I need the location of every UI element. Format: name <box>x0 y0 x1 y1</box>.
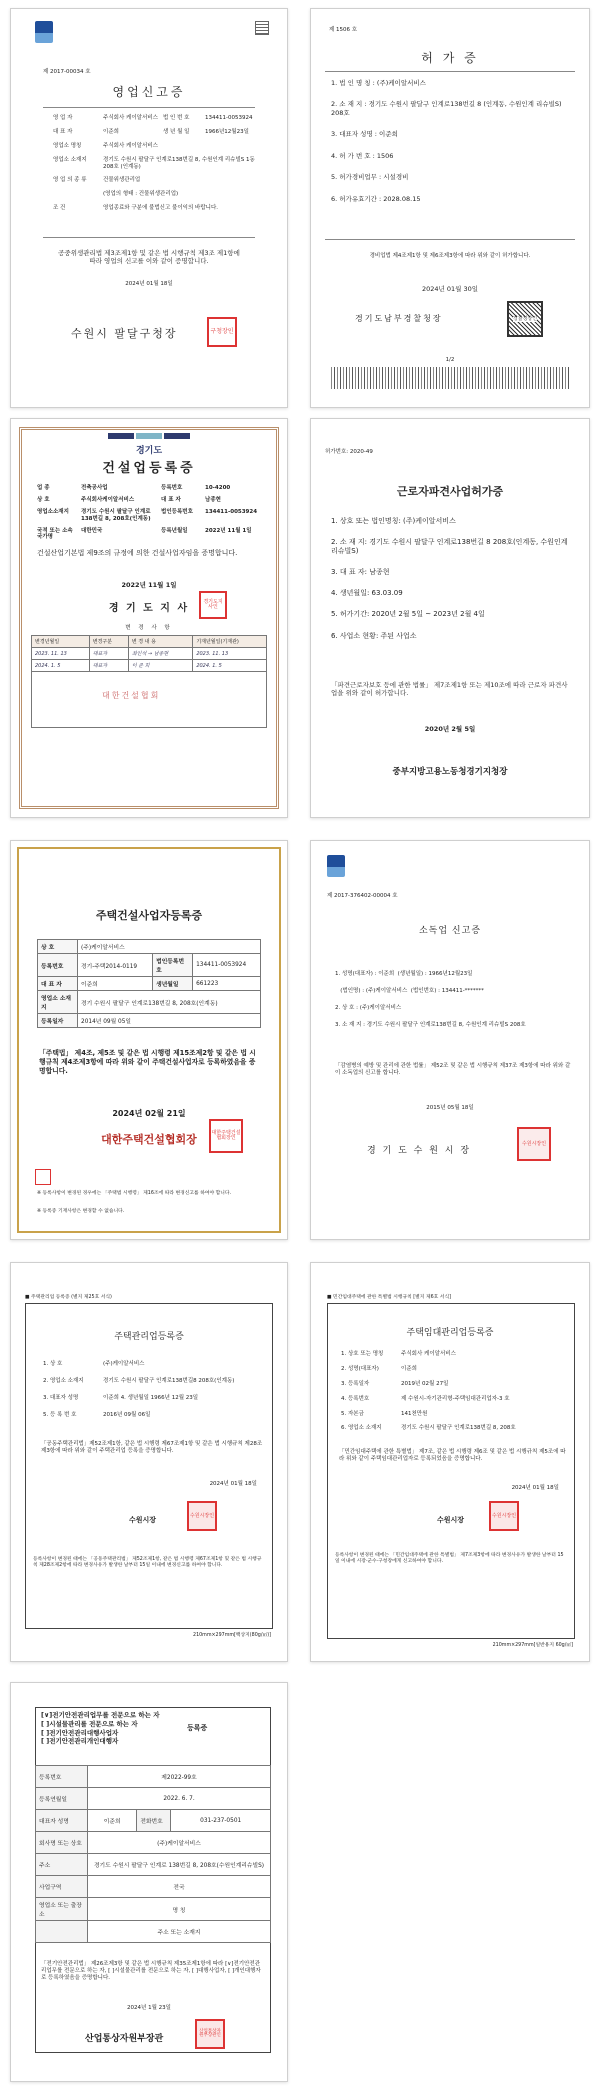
city-logo <box>35 21 53 43</box>
doc5-title: 주택건설사업자등록증 <box>95 909 203 922</box>
doc5-value: 661223 <box>193 977 261 991</box>
doc2-issuer: 경기도남부경찰청장 <box>355 314 443 323</box>
doc1-fields <box>53 115 257 219</box>
doc5-label: 등록일자 <box>38 1014 78 1028</box>
doc4-number: 허가번호: 2020-49 <box>325 449 373 455</box>
doc4-item: 5. 허가기간: 2020년 2월 5일 ~ 2023년 2월 4일 <box>331 610 485 619</box>
doc8-item-label: 4. 등록번호 <box>341 1395 370 1402</box>
doc2-item: 1. 법 인 명 칭 : (주)케이알서비스 <box>331 79 426 87</box>
doc5-body: 「주택법」 제4조, 제5조 및 같은 법 시행령 제15조제2항 및 같은 법 시행규칙 제4조제3항에 따라 위와 같이 주택건설사업자로 등록하였음을 증명합니다. <box>39 1049 256 1075</box>
doc5-note1: ※ 등록사항이 변경된 경우에는 「주택법 시행령」 제16조에 따라 변경신고를 하여야 합니다. <box>37 1191 232 1196</box>
doc8-form: ■ 민간임대주택에 관한 특별법 시행규칙 [별지 제6호 서식] <box>327 1295 451 1300</box>
doc6-title: 소독업 신고증 <box>418 926 482 936</box>
doc4-body: 「파견근로자보호 등에 관한 법률」 제7조제1항 또는 제10조에 따라 근로자 파견사업을 위와 같이 허가합니다. <box>331 681 568 698</box>
doc8-item-value: 제 수원시-자기관리형-주택임대관리업자-3 호 <box>401 1395 510 1402</box>
doc5-row <box>38 977 261 991</box>
doc1-field-row <box>53 191 257 198</box>
doc6-body: 「감염병의 예방 및 관리에 관한 법률」 제52조 및 같은 법 시행규칙 제37조 제3항에 따라 위와 같이 소독업의 신고를 합니다. <box>335 1063 571 1076</box>
field-label: 등록년월일 <box>161 527 188 534</box>
doc5-value: (주)케이알서비스 <box>78 940 261 954</box>
doc9-value: 전국 <box>88 1876 271 1898</box>
doc6-items <box>335 971 575 1039</box>
changes-row <box>32 648 267 660</box>
doc8-paper: 210mm×297mm[일반용지 60g/㎡] <box>492 1643 573 1648</box>
doc3-title: 건설업등록증 <box>102 461 196 476</box>
doc4-items <box>331 517 575 653</box>
doc2-body: 경비업법 제4조제1항 및 제6조제3항에 따라 위와 같이 허가합니다. <box>369 253 531 259</box>
doc5-value: 경기 수원시 팔달구 인계로138번길 8, 208호(인계동) <box>78 991 261 1014</box>
doc7-item-value: (주)케이알서비스 <box>103 1361 145 1367</box>
doc7-date: 2024년 01월 18일 <box>209 1481 257 1487</box>
doc6-item: 3. 소 재 지 : 경기도 수원시 팔달구 인계로138번길 8, 수원인계 리슈빌S 208호 <box>335 1021 526 1028</box>
field-value: 경기도 수원시 팔달구 인계로138번길 8, 208호(인계동) <box>81 508 151 522</box>
doc3-date: 2022년 11월 1일 <box>121 581 177 589</box>
field-value: 남종현 <box>205 496 221 503</box>
doc7-item-row <box>43 1378 269 1385</box>
doc9-row <box>36 1898 271 1921</box>
doc9-label: 대표자 성명 <box>36 1810 88 1832</box>
doc7-item-row <box>43 1412 269 1419</box>
doc8-seal-text: 수원시장인 <box>491 1512 517 1519</box>
doc5-small-seal <box>35 1169 51 1185</box>
doc9-date: 2024년 1월 23일 <box>127 2005 171 2011</box>
doc5-issuer: 대한주택건설협회장 <box>101 1133 197 1146</box>
doc2-item: 5. 허가경비업무 : 시설경비 <box>331 173 409 182</box>
field-label: 조 건 <box>53 205 66 212</box>
doc1-issuer: 수원시 팔달구청장 <box>71 327 178 340</box>
doc2-number: 제 1506 호 <box>329 27 358 33</box>
field-value: 영업종료와 구분에 불법신고 불이익의 바랍니다. <box>103 205 219 212</box>
doc2-item: 2. 소 재 지 : 경기도 수원시 팔달구 인계로138번길 8 (인계동, 수원인계 리슈빌S) 208호 <box>331 100 562 117</box>
doc8-item-label: 1. 상호 또는 명칭 <box>341 1351 384 1357</box>
doc7-item-row <box>43 1361 269 1368</box>
doc5-row <box>38 954 261 977</box>
field-label: 법인등록번호 <box>161 508 193 515</box>
doc8-item-row <box>341 1366 571 1373</box>
doc5-note2: ※ 등록증 기재사항은 변경할 수 없습니다. <box>37 1209 125 1214</box>
doc1-field-row <box>53 177 257 184</box>
field-label: 법 인 번 호 <box>163 115 190 121</box>
changes-cell: 대표자 <box>89 648 128 660</box>
field-value: 건물위생관리업 <box>103 177 141 184</box>
doc5-seal-text: 대한주택건설협회장인 <box>211 1130 241 1141</box>
doc9-header-line: [ ]전기안전관리대행사업자 <box>41 1728 119 1737</box>
doc5-value: 경기-주택2014-0119 <box>78 954 153 977</box>
doc1-field-row <box>53 157 257 171</box>
changes-header: 변경년월일 <box>32 636 90 648</box>
field-label: 영업소 소재지 <box>53 156 87 163</box>
field-value: 2022년 11월 1일 <box>205 527 252 534</box>
doc8-notes: 등록사항이 변경된 때에는 「민간임대주택에 관한 특별법」 제7조제3항에 따라 변경사유가 발생한 날부터 15일 이내에 시장·군수·구청장에게 신고하여야 합니다. <box>335 1553 564 1564</box>
doc8-item-row <box>341 1411 571 1418</box>
doc3-seal-text: 경기도지사인 <box>203 599 223 610</box>
field-label <box>53 191 99 198</box>
doc8-item-row <box>341 1396 571 1403</box>
reg-number: 제 2017-00034 호 <box>43 69 91 75</box>
changes-cell: 이 준 희 <box>128 660 192 672</box>
doc6-item: (법인명) : (주)케이알서비스 (법인번호) : 134411-******* <box>335 987 484 994</box>
doc9-row <box>36 1854 271 1876</box>
doc7-item-value: 이준희 4. 생년월일 1966년 12월 23일 <box>103 1394 199 1401</box>
doc4-dispatch-permit <box>310 418 590 818</box>
doc9-seal-text: 산업통상자원부장관인 <box>199 2028 221 2038</box>
doc4-item: 1. 상호 또는 법인명칭: (주)케이알서비스 <box>331 517 456 525</box>
doc7-item-label: 5. 등 록 번 호 <box>43 1411 77 1418</box>
doc8-item-value: 141천만원 <box>401 1410 428 1417</box>
field-value: 주식회사케이알서비스 <box>81 496 135 503</box>
doc9-issuer: 산업통상자원부장관 <box>85 2034 164 2044</box>
doc7-notes: 등록사항이 변경된 때에는 「공동주택관리법」 제52조제1항, 같은 법 시행령 제67조제1항 및 같은 법 시행규칙 제28조제2항에 따라 변경사유가 발생한 날부터 15일 이내에 변경신고를 하여야 합니다. <box>33 1557 262 1568</box>
gyeonggi-logo <box>11 433 287 439</box>
doc8-item-label: 5. 자본금 <box>341 1410 364 1417</box>
doc5-label: 생년월일 <box>153 977 193 991</box>
doc4-title: 근로자파견사업허가증 <box>396 485 504 498</box>
doc9-value: 제2022-99호 <box>88 1766 271 1788</box>
doc8-item-row <box>341 1351 571 1358</box>
doc4-item: 2. 소 재 지: 경기도 수원시 팔달구 인계로138번길 8 208호(인계동, 수원인계 리슈빌S) <box>331 538 568 556</box>
doc5-table <box>37 939 261 1028</box>
doc9-seal <box>195 2019 225 2049</box>
doc2-date: 2024년 01월 30일 <box>421 285 479 293</box>
doc1-date: 2024년 01월 18일 <box>125 281 173 287</box>
field-value: 대한민국 <box>81 527 103 534</box>
doc3-seal <box>199 591 227 619</box>
changes-row <box>32 660 267 672</box>
doc2-seal-text: 경찰청장인 <box>512 315 538 322</box>
doc1-seal-text: 구청장인 <box>210 328 234 335</box>
doc9-row <box>36 1766 271 1788</box>
doc9-row <box>36 1921 271 1943</box>
changes-cell: 최인석 → 남종현 <box>128 648 192 660</box>
doc5-row <box>38 991 261 1014</box>
doc9-table <box>35 1765 271 1943</box>
doc9-header-line: [ ]전기안전관리개인대행자 <box>41 1737 119 1746</box>
field-label: 영업소 명칭 <box>53 142 82 149</box>
doc8-item-label: 3. 등록일자 <box>341 1380 370 1387</box>
doc3-field-row <box>37 528 267 542</box>
doc9-row <box>36 1876 271 1898</box>
doc9-value: 명 칭 <box>88 1898 271 1921</box>
field-value: 10-4200 <box>205 485 231 491</box>
doc4-item: 3. 대 표 자: 남종현 <box>331 568 390 577</box>
changes-header: 변경구분 <box>89 636 128 648</box>
doc1-business-report-certificate <box>10 8 288 408</box>
doc9-label: 등록번호 <box>36 1766 88 1788</box>
doc1-field-row <box>53 205 257 212</box>
field-label: 상 호 <box>37 496 50 503</box>
doc2-seal <box>507 301 543 337</box>
doc7-item-value: 2016년 09월 06일 <box>103 1411 151 1418</box>
doc8-item-value: 이준희 <box>401 1365 417 1372</box>
doc9-value: 이준희 <box>88 1810 137 1832</box>
field-value: (영업의 형태 : 건물위생관리업) <box>103 191 179 198</box>
doc8-rental-management-registration <box>310 1262 590 1662</box>
doc1-seal <box>207 317 237 347</box>
doc1-field-row <box>53 129 257 136</box>
doc1-field-row <box>53 143 257 150</box>
doc8-item-row <box>341 1425 571 1432</box>
doc7-item-label: 3. 대표자 성명 <box>43 1394 79 1401</box>
doc9-row <box>36 1810 271 1832</box>
doc9-value: 2022. 6. 7. <box>88 1788 271 1810</box>
changes-cell: 대표자 <box>89 660 128 672</box>
doc7-housing-management-registration <box>10 1262 288 1662</box>
doc7-seal-text: 수원시장인 <box>189 1512 215 1519</box>
doc3-body: 건설산업기본법 제9조의 규정에 의한 건설사업자임을 증명합니다. <box>37 549 238 557</box>
doc3-field-row <box>37 509 267 523</box>
doc1-title: 영업신고증 <box>112 85 186 99</box>
doc2-item: 6. 허가유효기간 : 2028.08.15 <box>331 194 421 203</box>
doc6-seal <box>517 1127 551 1161</box>
doc7-form: ■ 주택관리업 등록증 (별지 제25호 서식) <box>25 1295 112 1300</box>
doc5-housing-construction-registration <box>10 840 288 1240</box>
doc9-row <box>36 1788 271 1810</box>
doc9-row <box>36 1832 271 1854</box>
doc3-issuer: 경 기 도 지 사 <box>108 603 190 614</box>
doc9-label: 사업구역 <box>36 1876 88 1898</box>
doc9-label: 영업소 또는 출장소 <box>36 1898 88 1921</box>
doc3-field-row <box>37 497 267 504</box>
doc6-item: 1. 성명(대표자) : 이준희 (생년월일) : 1966년12월23일 <box>335 971 473 977</box>
doc8-item-value: 주식회사 케이알서비스 <box>401 1351 456 1357</box>
doc4-issuer: 중부지방고용노동청경기지청장 <box>392 767 508 777</box>
doc8-items <box>341 1351 571 1440</box>
doc8-body: 「민간임대주택에 관한 특별법」 제7조, 같은 법 시행령 제6조 및 같은 법 시행규칙 제5조에 따라 위와 같이 주택임대관리업자로 등록되었음을 증명합니다. <box>339 1449 566 1462</box>
field-label: 등록번호 <box>161 485 183 491</box>
doc8-title: 주택임대관리업등록증 <box>406 1328 494 1338</box>
doc8-item-row <box>341 1381 571 1388</box>
field-label: 영 업 의 종 류 <box>53 177 87 184</box>
doc6-seal-text: 수원시장인 <box>521 1140 547 1147</box>
field-value: 134411-0053924 <box>205 115 253 121</box>
doc9-label: 전화번호 <box>137 1810 171 1832</box>
doc3-changes-table <box>31 635 267 672</box>
doc2-page: 1/2 <box>445 357 455 363</box>
doc5-label: 영업소 소재지 <box>38 991 78 1014</box>
doc8-item-label: 6. 영업소 소재지 <box>341 1425 382 1432</box>
doc9-label: 주소 <box>36 1854 88 1876</box>
doc3-construction-registration <box>10 418 288 818</box>
doc2-items <box>331 79 575 216</box>
doc9-electrical-safety-registration <box>10 1682 288 2082</box>
doc3-field-row <box>37 485 267 492</box>
doc5-seal <box>209 1119 243 1153</box>
doc9-value: (주)케이알서비스 <box>88 1832 271 1854</box>
doc8-date: 2024년 01월 18일 <box>511 1485 559 1491</box>
doc2-permit-certificate <box>310 8 590 408</box>
doc5-row <box>38 1014 261 1028</box>
doc9-header-line: [ ]시설물관리를 전문으로 하는 자 <box>41 1719 138 1728</box>
field-label: 국적 또는 소속국가명 <box>37 527 73 541</box>
doc9-header-suffix: 등록증 <box>187 1724 208 1732</box>
doc5-value: 134411-0053924 <box>193 954 261 977</box>
doc9-label: 등록연월일 <box>36 1788 88 1810</box>
doc2-item: 4. 허 가 번 호 : 1506 <box>331 151 394 160</box>
doc4-item: 4. 생년월일: 63.03.09 <box>331 589 403 598</box>
doc5-date: 2024년 02월 21일 <box>112 1109 186 1118</box>
doc7-item-label: 2. 영업소 소재지 <box>43 1377 84 1384</box>
doc9-header-line: [∨]전기안전관리업무를 전문으로 하는 자 <box>41 1711 160 1719</box>
doc5-label: 등록번호 <box>38 954 78 977</box>
doc9-value: 031-237-0501 <box>171 1810 271 1832</box>
field-value: 134411-0053924 <box>205 508 258 515</box>
doc1-field-row <box>53 115 257 122</box>
field-label: 대 표 자 <box>161 496 181 503</box>
doc5-value: 이준희 <box>78 977 153 991</box>
changes-cell: 2023. 11. 13 <box>32 648 90 660</box>
doc7-issuer: 수원시장 <box>129 1516 157 1524</box>
changes-cell: 2024. 1. 5 <box>32 660 90 672</box>
field-value: 전축공사업 <box>81 485 108 491</box>
doc2-title: 허 가 증 <box>421 51 479 65</box>
doc6-city-logo <box>327 855 345 877</box>
doc5-label: 법인등록번호 <box>153 954 193 977</box>
doc5-label: 상 호 <box>38 940 78 954</box>
doc9-label: 회사명 또는 상호 <box>36 1832 88 1854</box>
changes-cell: 2024. 1. 5 <box>193 660 267 672</box>
field-value: 경기도 수원시 팔달구 인계로138번길 8, 수원인계 리슈빌S 1동 208호 (인계동) <box>103 156 255 170</box>
doc9-value: 경기도 수원시 팔달구 인계로 138번길 8, 208호(수원인계리슈빌S) <box>88 1854 271 1876</box>
doc5-row <box>38 940 261 954</box>
doc5-value: 2014년 09월 05일 <box>78 1014 261 1028</box>
doc3-changes-title: 변 경 사 항 <box>125 625 173 631</box>
doc7-title: 주택관리업등록증 <box>114 1332 184 1342</box>
doc6-date: 2015년 05월 18일 <box>426 1105 474 1111</box>
doc7-seal <box>187 1501 217 1531</box>
doc9-body: 「전기안전관리법」 제26조제3항 및 같은 법 시행규칙 제35조제1항에 따라 [∨]전기안전관리업무를 전문으로 하는 자, [ ]시설물관리를 전문으로 하는 자, [ ]대행사업자, [ ]개인대행자로 등록하였음을 증명합니다. <box>41 1961 261 1981</box>
field-label: 업 종 <box>37 485 50 491</box>
changes-cell: 2023. 11. 13 <box>193 648 267 660</box>
field-value: 이준희 <box>103 128 119 135</box>
doc5-label: 대 표 자 <box>38 977 78 991</box>
doc6-disinfection-report <box>310 840 590 1240</box>
field-value: 주식회사 케이알서비스 <box>103 115 158 121</box>
doc8-item-value: 2019년 02월 27일 <box>401 1380 449 1387</box>
doc7-body: 「공동주택관리법」제52조제1항, 같은 법 시행령 제67조제1항 및 같은 법 시행규칙 제28조제3항에 따라 위와 같이 주택관리업 등록을 증명합니다. <box>41 1441 263 1454</box>
doc7-item-value: 경기도 수원시 팔달구 인계로138번길8 208호(인계동) <box>103 1377 235 1384</box>
doc3-assoc-stamp: 대한건설협회 <box>102 691 161 700</box>
doc1-body: 공중위생관리법 제3조제1항 및 같은 법 시행규칙 제3조 제1항에 따라 영업의 신고를 이와 같이 증명합니다. <box>58 249 240 266</box>
doc2-item: 3. 대표자 성명 : 이준희 <box>331 130 398 139</box>
changes-header: 기재년월일(기재관) <box>193 636 267 648</box>
doc9-value: 주소 또는 소재지 <box>88 1921 271 1943</box>
doc6-issuer: 경 기 도 수 원 시 장 <box>367 1146 472 1156</box>
doc7-paper: 210mm×297mm[백상지(80g/㎡)] <box>193 1633 271 1638</box>
doc6-number: 제 2017-376402-00004 호 <box>327 893 398 899</box>
barcode <box>255 21 269 35</box>
field-label: 영업소소재지 <box>37 508 69 515</box>
doc4-item: 6. 사업소 현황: 주된 사업소 <box>331 631 417 640</box>
doc6-item: 2. 상 호 : (주)케이알서비스 <box>335 1004 402 1011</box>
doc4-date: 2020년 2월 5일 <box>424 725 476 733</box>
field-label: 영 업 자 <box>53 115 73 121</box>
doc2-security-strip <box>331 367 569 389</box>
field-label: 대 표 자 <box>53 128 73 135</box>
field-value: 1966년12월23일 <box>205 128 249 135</box>
doc3-fields <box>37 485 267 546</box>
field-label: 생 년 월 일 <box>163 128 190 135</box>
doc8-item-value: 경기도 수원시 팔달구 인계로138번길 8, 208호 <box>401 1425 516 1432</box>
doc7-items <box>43 1361 269 1429</box>
doc8-issuer: 수원시장 <box>437 1516 465 1524</box>
field-value: 주식회사 케이알서비스 <box>103 142 158 149</box>
doc7-item-row <box>43 1395 269 1402</box>
doc8-item-label: 2. 성명(대표자) <box>341 1365 379 1372</box>
doc7-item-label: 1. 상 호 <box>43 1361 63 1367</box>
doc9-label <box>36 1921 88 1943</box>
changes-header: 변 경 내 용 <box>128 636 192 648</box>
doc8-seal <box>489 1501 519 1531</box>
doc9-header-lines <box>41 1711 159 1746</box>
doc3-region: 경기도 <box>135 446 163 456</box>
